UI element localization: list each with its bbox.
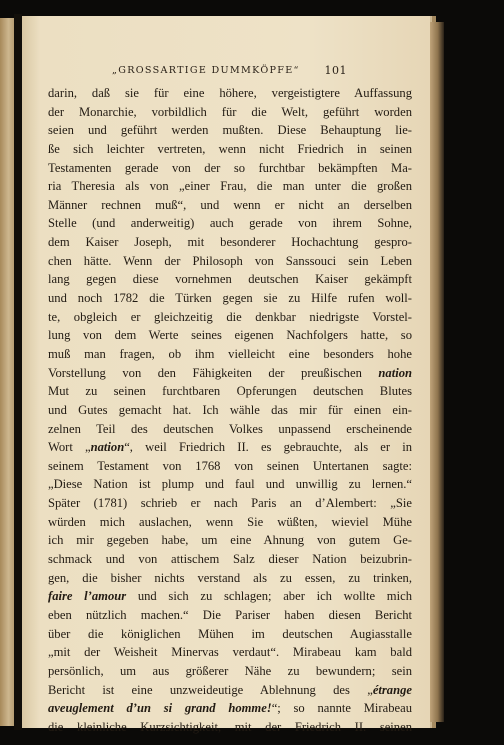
text-span: schmack und von attischem Salz dieser Nation beizubrin- (48, 552, 412, 567)
text-line (48, 457, 412, 476)
running-header (82, 65, 347, 79)
text-line (48, 214, 412, 233)
text-line (48, 513, 412, 532)
text-span: „mit der Weisheit Minervas verdaut“. Mirabeau kam bald (48, 645, 412, 660)
text-line (48, 718, 412, 737)
book-gutter (14, 14, 22, 730)
text-span: zelnen Teil des deutschen Volkes unpassend erscheinende (48, 421, 412, 436)
text-span: darin, daß sie für eine höhere, vergeistigtere Auffassung (48, 86, 412, 100)
italic-text-span: nation (90, 440, 125, 455)
page-number: 101 (324, 64, 347, 77)
italic-text-span: aveuglement d’un si grand homme! (48, 701, 272, 716)
text-line (48, 550, 412, 569)
text-span: würden mich auslachen, wenn Sie wüßten, wieviel Mühe (48, 514, 412, 529)
text-line (48, 345, 412, 364)
text-span: Bericht ist eine unzweideutige Ablehnung des „ (48, 682, 373, 697)
text-line (48, 587, 412, 606)
text-line (48, 494, 412, 513)
text-span: te, obgleich er gleichzeitig die denkbar niedrigste Vorstel- (48, 309, 412, 324)
text-line (48, 382, 412, 401)
text-line (48, 308, 412, 327)
text-span: Wort „ (48, 440, 91, 455)
text-line (48, 364, 412, 383)
text-line (48, 643, 412, 662)
running-title: „GROSSARTIGE DUMMKÖPFE“ (112, 65, 300, 76)
text-span: eben nützlich machen.“ Die Pariser haben diesen Bericht (48, 607, 412, 622)
text-line (48, 438, 412, 457)
text-line (48, 420, 412, 439)
text-span: dem Kaiser Joseph, mit besonderer Hochachtung gespro- (48, 235, 412, 250)
text-span: gen, die bisher nichts verstand als zu essen, zu trinken, (48, 570, 412, 585)
text-line (48, 289, 412, 308)
text-span: persönlich, um aus größerer Nähe zu bewundern; sein (48, 663, 412, 678)
text-span: die kleinliche Kurzsichtigkeit, mit der Friedrich II. seinen (48, 719, 412, 734)
text-span: seinem Testament von 1768 von seinen Untertanen sagte: (48, 458, 412, 473)
text-line (48, 196, 412, 215)
text-line (48, 270, 412, 289)
text-line (48, 252, 412, 271)
text-span: muß man fragen, ob ihm vielleicht eine besonders hohe (48, 346, 412, 361)
text-line (48, 103, 412, 122)
text-line (48, 233, 412, 252)
text-line (48, 401, 412, 420)
text-span: ria Theresia als von „einer Frau, die man unter die großen (48, 179, 412, 194)
text-span: “; so nannte Mirabeau (271, 701, 412, 716)
italic-text-span: étrange (372, 682, 412, 697)
text-line (48, 606, 412, 625)
text-line (48, 326, 412, 345)
text-span: der Monarchie, vorbildlich für die Welt, geführt worden (48, 104, 412, 119)
left-page-edge (0, 18, 14, 726)
text-span: Mut zu seinen furchtbaren Opferungen deutschen Blutes (48, 384, 412, 399)
text-span: lang gegen diese vornehmen deutschen Kaiser gekämpft (48, 272, 412, 287)
text-span: Stelle (und anderweitig) auch gerade von ihrem Sohne, (48, 216, 412, 231)
text-line (48, 177, 412, 196)
text-line (48, 121, 412, 140)
text-span: über die königlichen Mühen im deutschen Augiasstalle (48, 626, 412, 641)
italic-text-span: nation (378, 365, 412, 380)
text-span: chen hätte. Wenn der Philosoph von Sanssouci sein Leben (48, 253, 412, 268)
text-span: ße sich leichter vertreten, wenn nicht Friedrich in seinen (48, 141, 412, 156)
text-span: und Gutes gemacht hat. Ich wähle das mir für einen ein- (48, 402, 412, 417)
text-span: und noch 1782 die Türken gegen sie zu Hilfe rufen woll- (48, 291, 412, 306)
text-line (48, 699, 412, 718)
text-line (48, 625, 412, 644)
text-span: “, weil Friedrich II. es gebrauchte, als er in (124, 440, 412, 455)
text-line (48, 475, 412, 494)
text-span: Männer rechnen muß“, und wenn er nicht an derselben (48, 197, 412, 212)
text-line (48, 140, 412, 159)
text-span: ich mir gegeben habe, um eine Ahnung von gutem Ge- (48, 533, 412, 548)
text-line (48, 159, 412, 178)
text-span: Testamenten gerade von der so furchtbar bekämpften Ma- (48, 160, 412, 175)
text-span: und sich zu schlagen; aber ich wollte mich (126, 589, 412, 604)
text-span: seien und geführt werden mußten. Diese Behauptung lie- (48, 123, 412, 138)
text-line (48, 531, 412, 550)
text-span: Vorstellung von den Fähigkeiten der preußischen (48, 365, 379, 380)
text-line (48, 662, 412, 681)
page-fore-edge (430, 22, 444, 722)
text-line (48, 681, 412, 700)
text-span: lung von dem Werte seines eigenen Nachfolgers hatte, so (48, 328, 412, 343)
text-span: Später (1781) schrieb er nach Paris an d’Alembert: „Sie (48, 496, 412, 511)
body-text (48, 84, 412, 736)
text-line (48, 569, 412, 588)
text-span: „Diese Nation ist plump und faul und unwillig zu lernen.“ (48, 477, 412, 492)
text-line (48, 84, 412, 103)
italic-text-span: faire l’amour (48, 589, 127, 604)
